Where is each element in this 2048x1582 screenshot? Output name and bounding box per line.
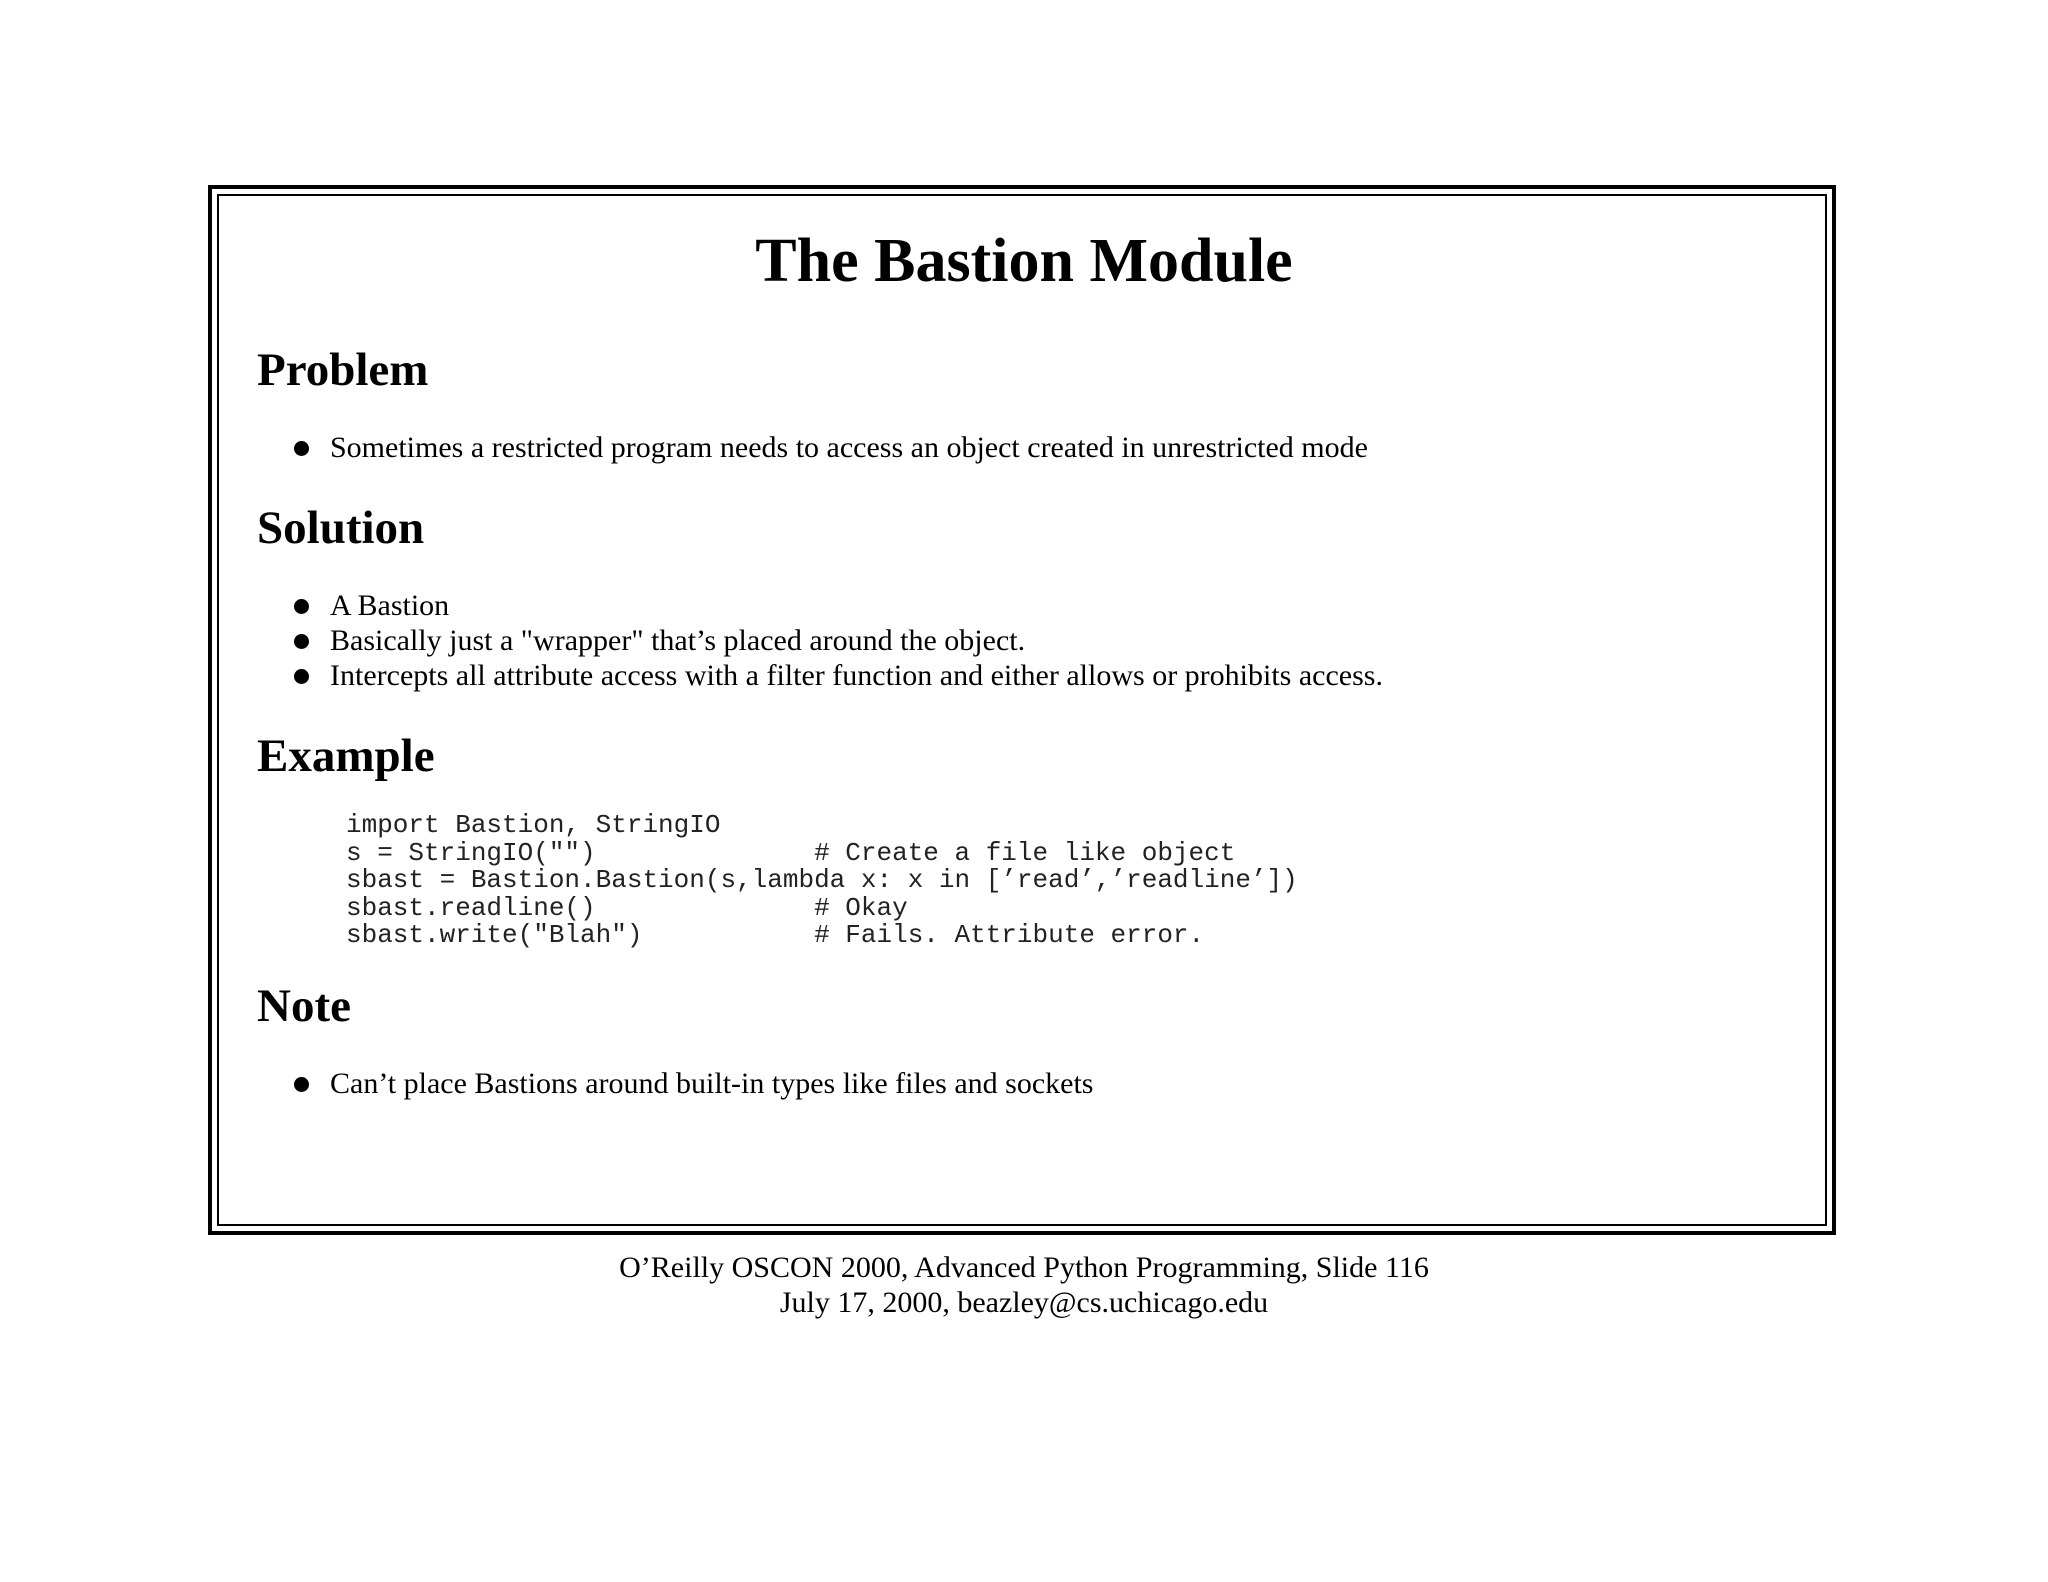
- bullet-text: Basically just a "wrapper" that’s placed around the object.: [330, 624, 1026, 657]
- heading-problem: Problem: [257, 344, 429, 396]
- bullet-text: Can’t place Bastions around built-in types like files and sockets: [330, 1067, 1094, 1100]
- list-item: [292, 623, 1383, 658]
- bullet-text: Intercepts all attribute access with a filter function and either allows or prohibits access.: [330, 659, 1383, 692]
- code-line: sbast.write("Blah") # Fails. Attribute error.: [346, 920, 1205, 950]
- bullet-icon: [294, 669, 309, 684]
- list-item: [292, 430, 1368, 465]
- code-line: s = StringIO("") # Create a file like object: [346, 837, 1236, 868]
- list-item: [292, 658, 1383, 693]
- bullet-icon: [294, 599, 309, 614]
- bullet-text: A Bastion: [330, 589, 450, 622]
- footer-line-1: O’Reilly OSCON 2000, Advanced Python Programming, Slide 116: [619, 1251, 1429, 1284]
- bullet-icon: [294, 441, 309, 456]
- footer-line-2: July 17, 2000, beazley@cs.uchicago.edu: [779, 1286, 1269, 1319]
- list-item: [292, 588, 1383, 623]
- bullet-text: Sometimes a restricted program needs to access an object created in unrestricted mode: [330, 431, 1368, 464]
- code-line: sbast.readline() # Okay: [346, 892, 908, 923]
- problem-bullet-list: [292, 430, 1368, 465]
- note-bullet-list: [292, 1066, 1093, 1101]
- code-line: import Bastion, StringIO: [346, 810, 721, 840]
- code-line: sbast = Bastion.Bastion(s,lambda x: x in [’read’,’readline’]): [346, 865, 1298, 895]
- bullet-icon: [294, 634, 309, 649]
- heading-solution: Solution: [257, 502, 425, 554]
- code-example: [346, 812, 1298, 950]
- bullet-icon: [294, 1077, 309, 1092]
- solution-bullet-list: [292, 588, 1383, 693]
- heading-example: Example: [257, 730, 435, 782]
- heading-note: Note: [257, 980, 351, 1032]
- list-item: [292, 1066, 1093, 1101]
- slide-title: The Bastion Module: [755, 227, 1293, 295]
